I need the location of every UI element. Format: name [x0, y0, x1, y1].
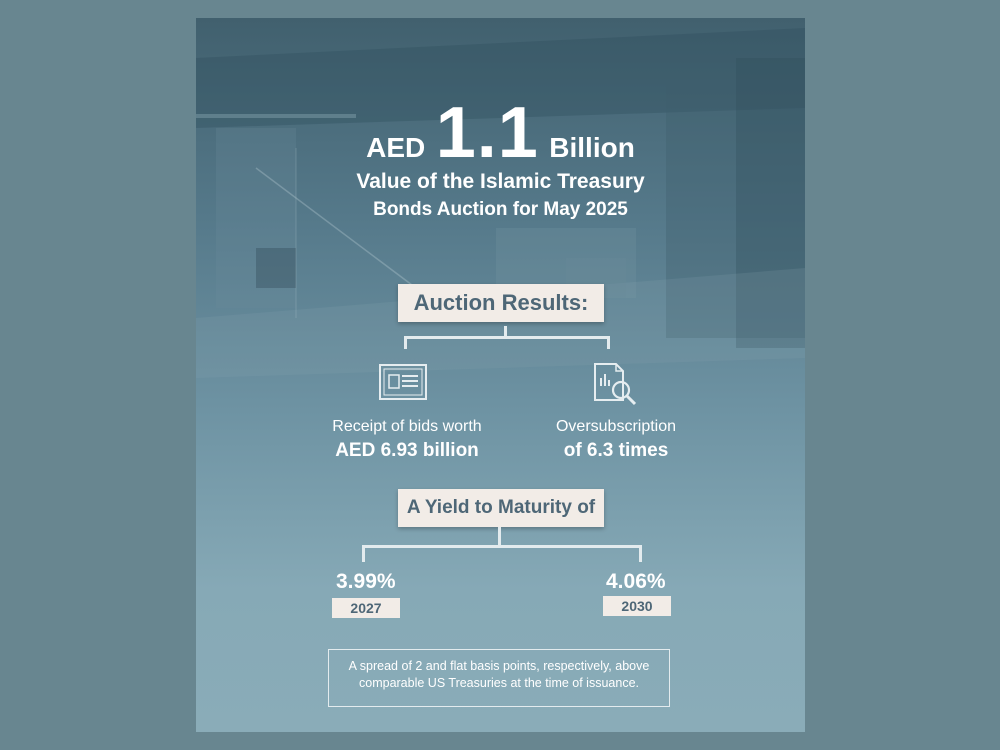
bids-label: Receipt of bids worth	[332, 418, 482, 435]
headline-subtitle-2: Bonds Auction for May 2025	[373, 199, 628, 220]
yield-rate-2027: 3.99%	[336, 570, 396, 593]
yield-bracket	[362, 545, 642, 562]
headline-currency: AED	[366, 132, 426, 163]
headline-subtitle-1: Value of the Islamic Treasury	[356, 170, 645, 193]
oversubscription-label: Oversubscription	[555, 418, 677, 435]
certificate-icon	[379, 364, 427, 400]
yield-year-2030: 2030	[603, 596, 671, 616]
headline-value	[196, 92, 805, 174]
yield-title: A Yield to Maturity of	[398, 489, 604, 527]
auction-results-title: Auction Results:	[398, 284, 604, 322]
headline-unit: Billion	[549, 132, 635, 163]
bids-value: AED 6.93 billion	[335, 440, 479, 461]
infographic-card	[196, 18, 805, 732]
spread-note: A spread of 2 and flat basis points, respectively, above comparable US Treasuries at the time of issuance.	[328, 649, 670, 707]
oversubscription-value: of 6.3 times	[563, 440, 669, 461]
bracket-stem	[498, 527, 501, 547]
yield-rate-2030: 4.06%	[606, 570, 666, 593]
headline-amount: 1.1	[435, 93, 539, 173]
document-chart-search-icon	[592, 362, 638, 408]
auction-results-bracket	[404, 336, 610, 349]
yield-year-2027: 2027	[332, 598, 400, 618]
